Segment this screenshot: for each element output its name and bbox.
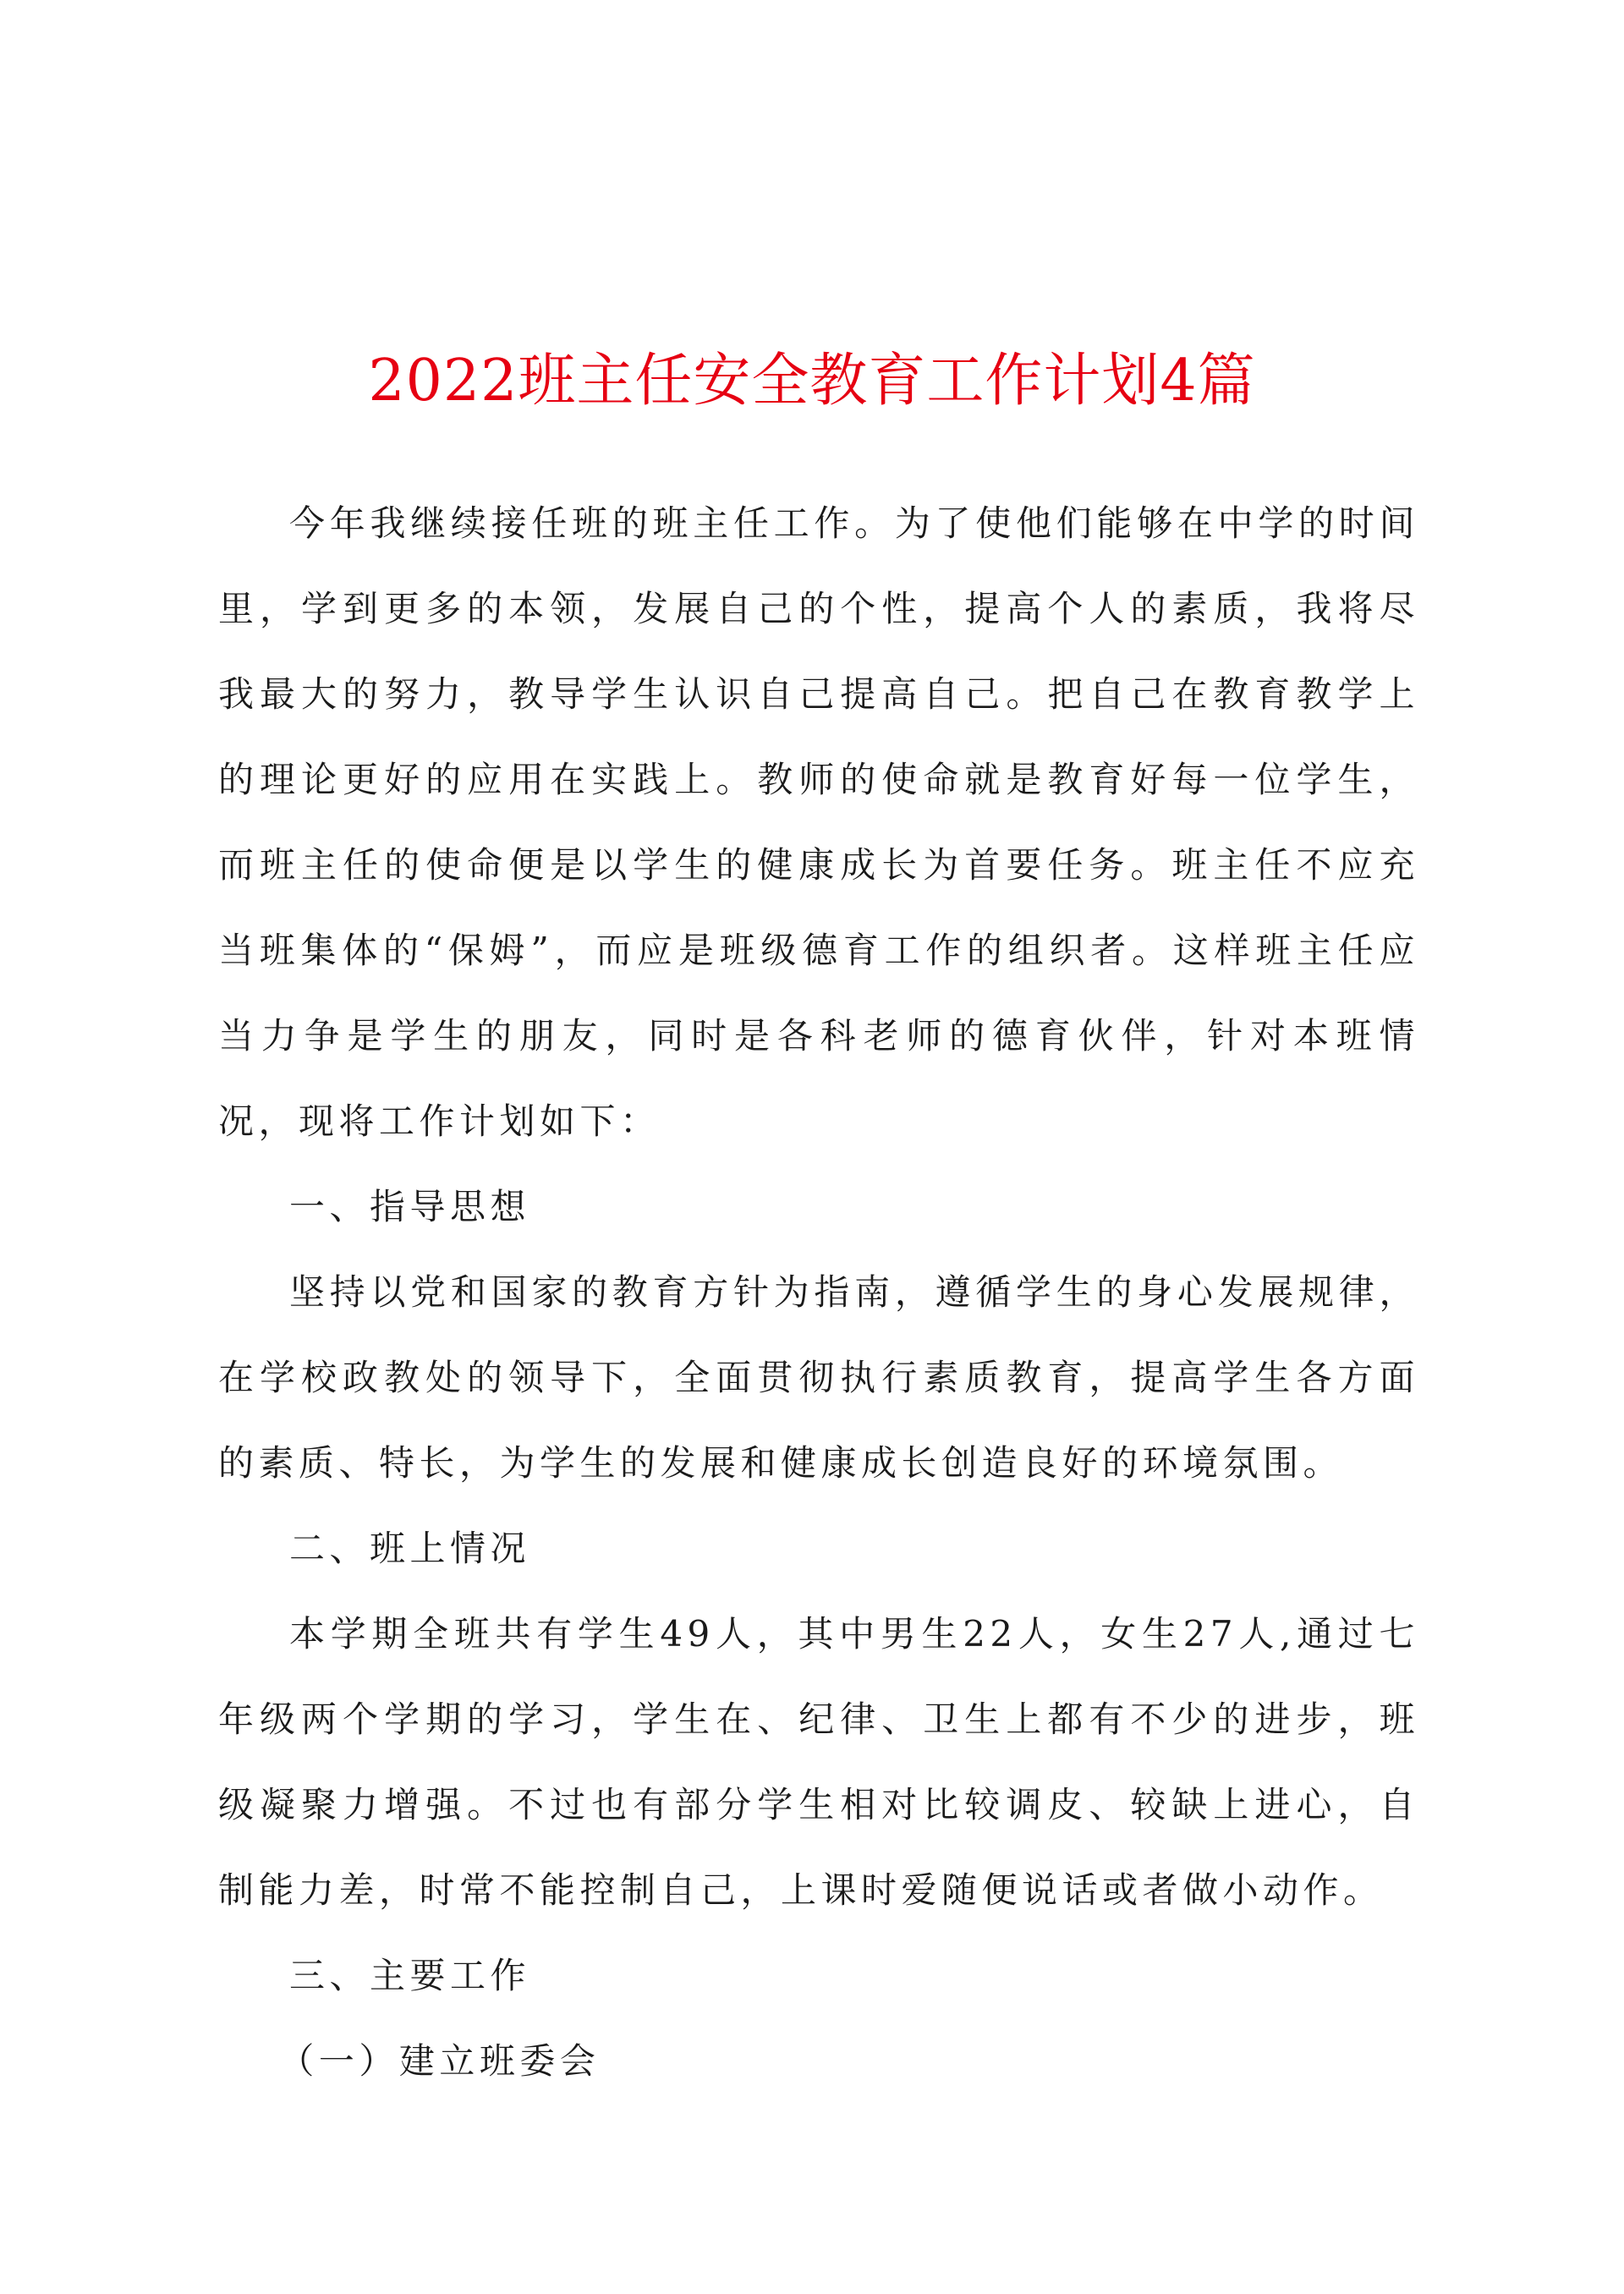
section-heading-class-situation: 二、班上情况 — [289, 1528, 531, 1569]
intro-paragraph: 今年我继续接任班的班主任工作。为了使他们能够在中学的时间里，学到更多的本领，发展自己的个性，提高个人的素质，我将尽我最大的努力，教导学生认识自己提高自己。把自己在教育教学上的理论更好的应用在实践上。教师的使命就是教育好每一位学生，而班主任的使命便是以学生的健康成长为首要任务。班主任不应充当班集体的“保姆”，而应是班级德育工作的组织者。这样班主任应当力争是学生的朋友，同时是各科老师的德育伙伴，针对本班情况，现将工作计划如下： — [218, 502, 1419, 1142]
document-title: 2022班主任安全教育工作计划4篇 — [368, 347, 1256, 414]
document-body — [218, 480, 1419, 2104]
guiding-ideology-paragraph: 坚持以党和国家的教育方针为指南，遵循学生的身心发展规律，在学校政教处的领导下，全面贯彻执行素质教育，提高学生各方面的素质、特长，为学生的发展和健康成长创造良好的环境氛围。 — [218, 1271, 1419, 1484]
section-heading-main-work: 三、主要工作 — [289, 1955, 531, 1996]
class-situation-paragraph: 本学期全班共有学生49人，其中男生22人，女生27人,通过七年级两个学期的学习，学生在、纪律、卫生上都有不少的进步，班级凝聚力增强。不过也有部分学生相对比较调皮、较缺上进心，自制能力差，时常不能控制自己，上课时爱随便说话或者做小动作。 — [218, 1613, 1419, 1911]
section-heading-guiding-ideology: 一、指导思想 — [289, 1186, 531, 1227]
subsection-heading-class-committee: （一）建立班委会 — [278, 2040, 601, 2082]
